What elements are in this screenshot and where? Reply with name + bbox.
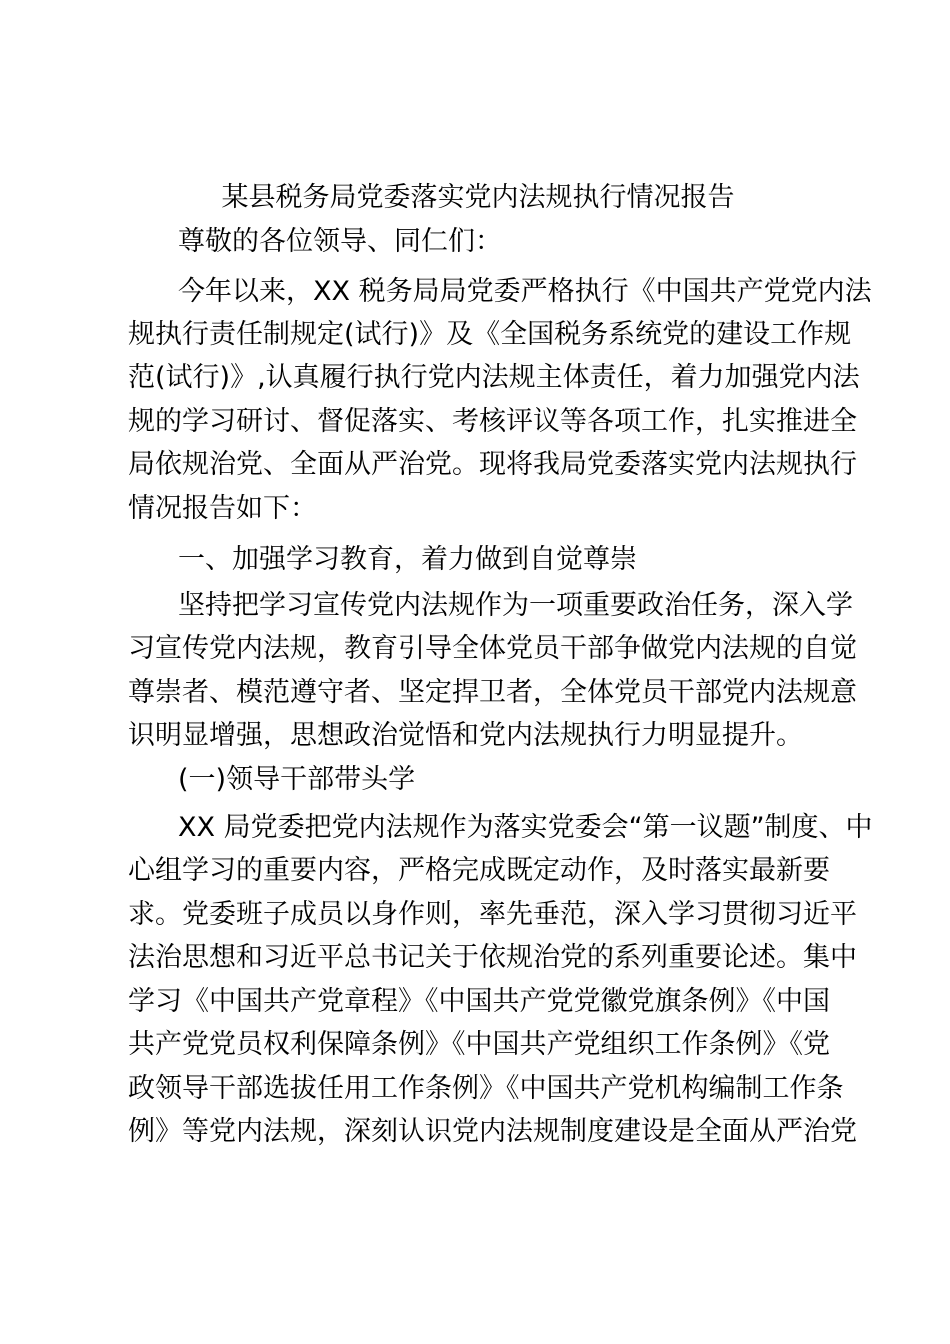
paragraph-line: 求。党委班子成员以身作则，率先垂范，深入学习贯彻习近平 xyxy=(128,899,857,930)
paragraph-line: 情况报告如下： xyxy=(128,493,317,524)
paragraph-line: 规的学习研讨、督促落实、考核评议等各项工作，扎实推进全 xyxy=(128,406,857,437)
paragraph-line: 习宣传党内法规，教育引导全体党员干部争做党内法规的自觉 xyxy=(128,633,857,664)
subsection-heading: (一)领导干部带头学 xyxy=(178,764,416,795)
paragraph-line: 共产党党员权利保障条例》《中国共产党组织工作条例》《党 xyxy=(128,1029,830,1060)
paragraph-line: 规执行责任制规定(试行)》及《全国税务系统党的建设工作规 xyxy=(128,319,852,350)
paragraph-line: XX 局党委把党内法规作为落实党委会“第一议题”制度、中 xyxy=(178,812,873,843)
section-heading: 一、加强学习教育，着力做到自觉尊崇 xyxy=(178,544,637,575)
paragraph-line: 识明显增强，思想政治觉悟和党内法规执行力明显提升。 xyxy=(128,720,803,751)
paragraph-line: 局依规治党、全面从严治党。现将我局党委落实党内法规执行 xyxy=(128,449,857,480)
paragraph-line: 法治思想和习近平总书记关于依规治党的系列重要论述。集中 xyxy=(128,942,857,973)
paragraph-line: 尊崇者、模范遵守者、坚定捍卫者，全体党员干部党内法规意 xyxy=(128,677,857,708)
document-title: 某县税务局党委落实党内法规执行情况报告 xyxy=(221,182,735,213)
paragraph-line: 学习《中国共产党章程》《中国共产党党徽党旗条例》《中国 xyxy=(128,986,830,1017)
paragraph-line: 范(试行)》,认真履行执行党内法规主体责任，着力加强党内法 xyxy=(128,362,860,393)
paragraph-line: 政领导干部选拔任用工作条例》《中国共产党机构编制工作条 xyxy=(128,1073,844,1104)
paragraph-line: 今年以来，XX 税务局局党委严格执行《中国共产党党内法 xyxy=(178,276,872,307)
paragraph-line: 例》等党内法规，深刻认识党内法规制度建设是全面从严治党 xyxy=(128,1116,857,1147)
greeting: 尊敬的各位领导、同仁们： xyxy=(178,226,502,257)
paragraph-line: 坚持把学习宣传党内法规作为一项重要政治任务，深入学 xyxy=(178,590,853,621)
paragraph-line: 心组学习的重要内容，严格完成既定动作，及时落实最新要 xyxy=(128,855,830,886)
